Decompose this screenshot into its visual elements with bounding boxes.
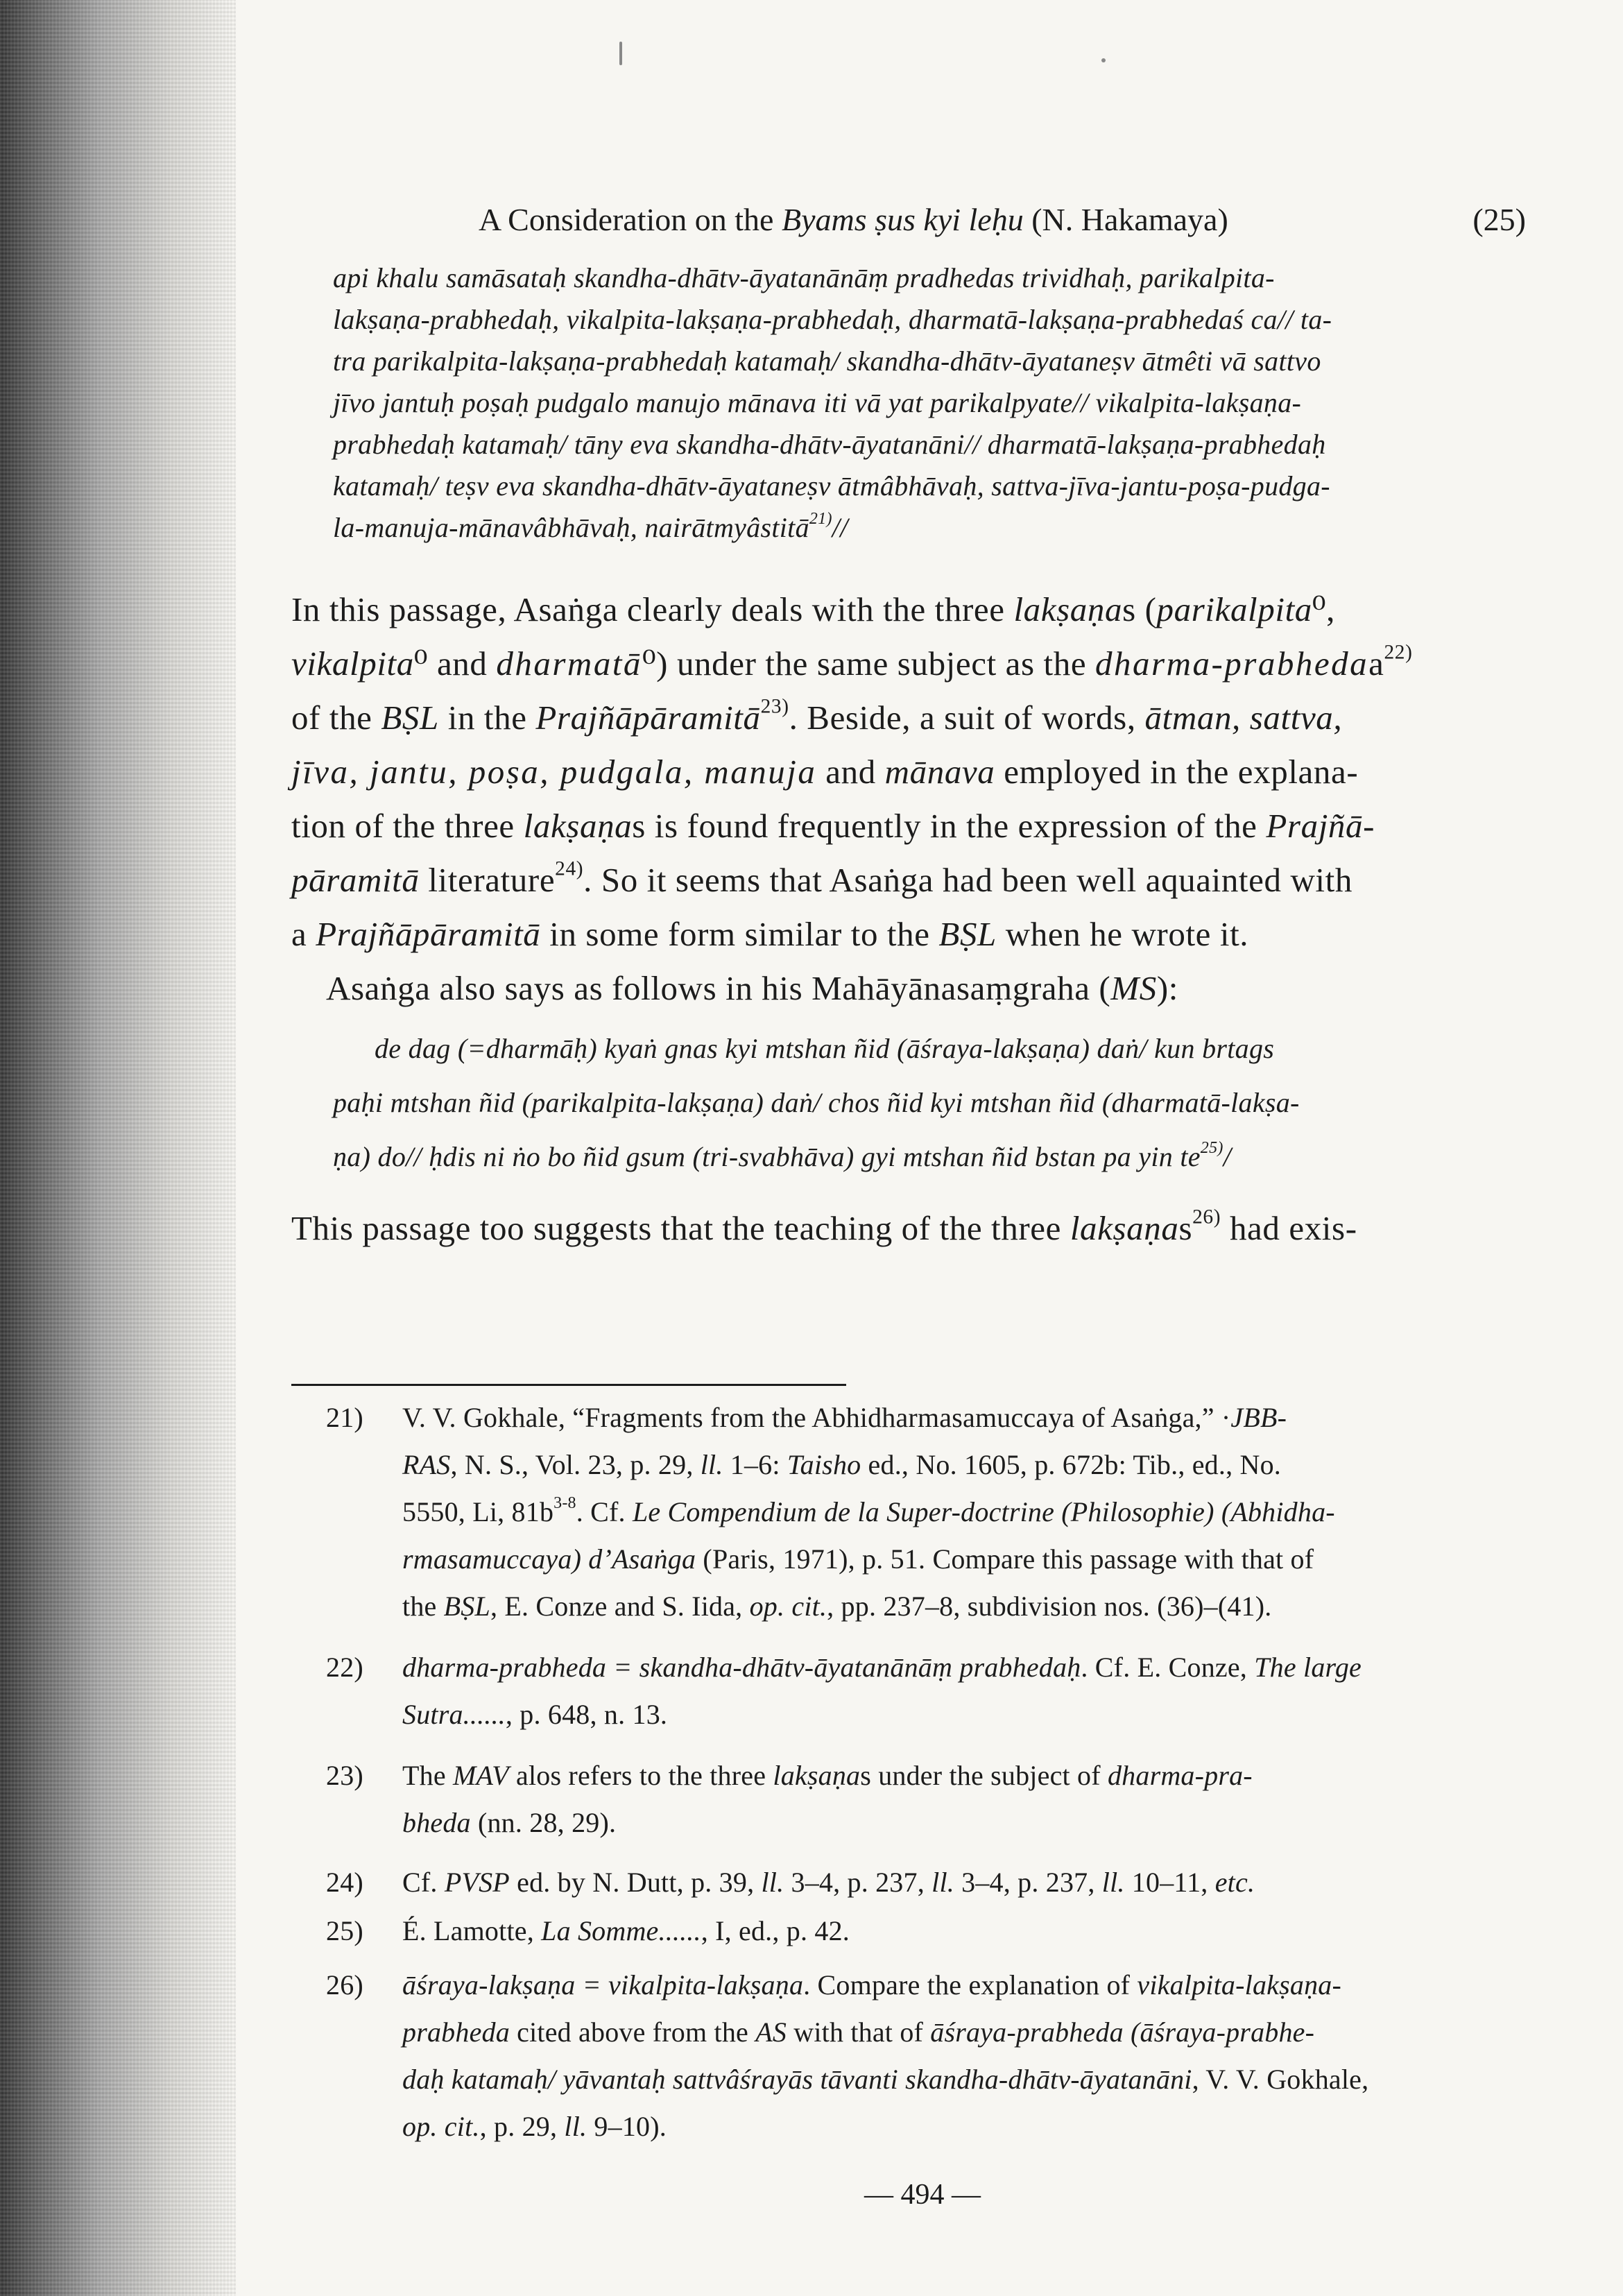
scan-gutter-noise bbox=[0, 0, 236, 2296]
footnote-line: op. cit., p. 29, ll. 9–10). bbox=[402, 2111, 667, 2142]
body-line: a Prajñāpāramitā in some form similar to the BṢL when he wrote it. bbox=[291, 915, 1249, 953]
footnote-divider bbox=[291, 1384, 846, 1386]
footnote-23: 23) The MAV alos refers to the three lakṣaṇas under the subject of dharma-pra- bbox=[326, 1760, 1253, 1791]
quote1-line: katamaḥ/ teṣv eva skandha-dhātv-āyataneṣv ātmâbhāvaḥ, sattva-jīva-jantu-poṣa-pudga- bbox=[333, 470, 1330, 502]
footnote-number: 23) bbox=[326, 1760, 363, 1791]
quote1-line: tra parikalpita-lakṣaṇa-prabhedaḥ katamaḥ/ skandha-dhātv-āyataneṣv ātmêti vā sattvo bbox=[333, 345, 1321, 377]
body-line: This passage too suggests that the teaching of the three lakṣaṇas$^{26)}$ had exis- bbox=[291, 1206, 1357, 1247]
footnote-number: 25) bbox=[326, 1915, 363, 1946]
footnote-line: RAS, N. S., Vol. 23, p. 29, ll. 1–6: Taisho ed., No. 1605, p. 672b: Tib., ed., No. bbox=[402, 1449, 1281, 1480]
footnote-21: 21) V. V. Gokhale, “Fragments from the Abhidharmasamuccaya of Asaṅga,” ·JBB- bbox=[326, 1402, 1287, 1433]
scan-speck bbox=[619, 42, 622, 65]
quote1-line: prabhedaḥ katamaḥ/ tāny eva skandha-dhātv-āyatanāni// dharmatā-lakṣaṇa-prabhedaḥ bbox=[333, 429, 1326, 460]
header-page-marker: (25) bbox=[1472, 202, 1526, 237]
body-line: vikalpita⁰ and dharmatā⁰) under the same subject as the dharma-prabhedaa$^{22)}$ bbox=[291, 641, 1413, 683]
footnote-ref: 24) bbox=[555, 857, 584, 880]
footnote-line: 5550, Li, $81b^{3-8}$. Cf. Le Compendium de la Super-doctrine (Philosophie) (Abhidha- bbox=[402, 1493, 1335, 1527]
footnote-26: 26) āśraya-lakṣaṇa = vikalpita-lakṣaṇa. Compare the explanation of vikalpita-lakṣaṇa- bbox=[326, 1969, 1342, 2001]
footnote-number: 21) bbox=[326, 1402, 363, 1433]
quote2-line: de dag (=dharmāḥ) kyaṅ gnas kyi mtshan ñid (āśraya-lakṣaṇa) daṅ/ kun brtags bbox=[375, 1033, 1275, 1064]
footnote-ref: 21) bbox=[809, 509, 832, 528]
scan-speck bbox=[1101, 58, 1106, 62]
footnote-24: 24) Cf. PVSP ed. by N. Dutt, p. 39, ll. 3–4, p. 237, ll. 3–4, p. 237, ll. 10–11, etc. bbox=[326, 1867, 1255, 1898]
footnote-ref: 23) bbox=[760, 695, 789, 718]
footnote-line: daḥ katamaḥ/ yāvantaḥ sattvâśrayās tāvanti skandha-dhātv-āyatanāni, V. V. Gokhale, bbox=[402, 2064, 1369, 2095]
body-line: of the BṢL in the Prajñāpāramitā$^{23)}$. Beside, a suit of words, ātman, sattva, bbox=[291, 695, 1343, 737]
footnote-line: rmasamuccaya) d’Asaṅga (Paris, 1971), p. 51. Compare this passage with that of bbox=[402, 1543, 1314, 1575]
footnote-22: 22) dharma-prabheda = skandha-dhātv-āyatanānāṃ prabhedaḥ. Cf. E. Conze, The large bbox=[326, 1652, 1362, 1683]
body-line: Asaṅga also says as follows in his Mahāyānasaṃgraha (MS): bbox=[326, 969, 1178, 1007]
footnote-line: bheda (nn. 28, 29). bbox=[402, 1807, 617, 1838]
running-title: A Consideration on the Byams ṣus kyi leḥu (N. Hakamaya) bbox=[479, 202, 1228, 237]
running-header bbox=[479, 201, 1526, 238]
footnote-number: 26) bbox=[326, 1969, 363, 2001]
quote2-line: ṇa) do// ḥdis ni ṅo bo ñid gsum (tri-svabhāva) gyi mtshan ñid bstan pa yin $te^{25)}/$ bbox=[333, 1138, 1232, 1172]
footnote-ref: 25) bbox=[1200, 1138, 1223, 1157]
footnote-ref: 26) bbox=[1192, 1206, 1221, 1228]
footnote-line: the BṢL, E. Conze and S. Iida, op. cit., pp. 237–8, subdivision nos. (36)–(41). bbox=[402, 1591, 1272, 1622]
body-line: pāramitā literature$^{24)}$. So it seems that Asaṅga had been well aquainted with bbox=[291, 857, 1352, 899]
footnote-25: 25) É. Lamotte, La Somme......, I, ed., p. 42. bbox=[326, 1915, 850, 1946]
body-line: jīva, jantu, poṣa, pudgala, manuja and mānava employed in the explana- bbox=[291, 753, 1359, 791]
quote1-line: la-manuja-mānavâbhāvaḥ, nairātmyâstitā$^{21)}$// bbox=[333, 509, 848, 543]
footnote-ref: 22) bbox=[1384, 641, 1413, 664]
quote1-line: jīvo jantuḥ poṣaḥ pudgalo manujo mānava iti vā yat parikalpyate// vikalpita-lakṣaṇa- bbox=[333, 387, 1302, 418]
body-line: In this passage, Asaṅga clearly deals with the three lakṣaṇas (parikalpita⁰, bbox=[291, 590, 1335, 628]
quote1-line: api khalu samāsataḥ skandha-dhātv-āyatanānāṃ pradhedas trividhaḥ, parikalpita- bbox=[333, 262, 1275, 293]
page-number: — 494 — bbox=[864, 2179, 981, 2211]
quote1-line: lakṣaṇa-prabhedaḥ, vikalpita-lakṣaṇa-prabhedaḥ, dharmatā-lakṣaṇa-prabhedaś ca// ta- bbox=[333, 304, 1332, 335]
footnote-number: 24) bbox=[326, 1867, 363, 1898]
paper-page bbox=[291, 0, 1554, 2296]
footnote-line: Sutra......, p. 648, n. 13. bbox=[402, 1699, 668, 1730]
quote2-line: paḥi mtshan ñid (parikalpita-lakṣaṇa) daṅ/ chos ñid kyi mtshan ñid (dharmatā-lakṣa- bbox=[333, 1087, 1300, 1118]
footnote-number: 22) bbox=[326, 1652, 363, 1683]
footnote-line: prabheda cited above from the AS with that of āśraya-prabheda (āśraya-prabhe- bbox=[402, 2016, 1315, 2048]
body-line: tion of the three lakṣaṇas is found frequently in the expression of the Prajñā- bbox=[291, 807, 1375, 845]
